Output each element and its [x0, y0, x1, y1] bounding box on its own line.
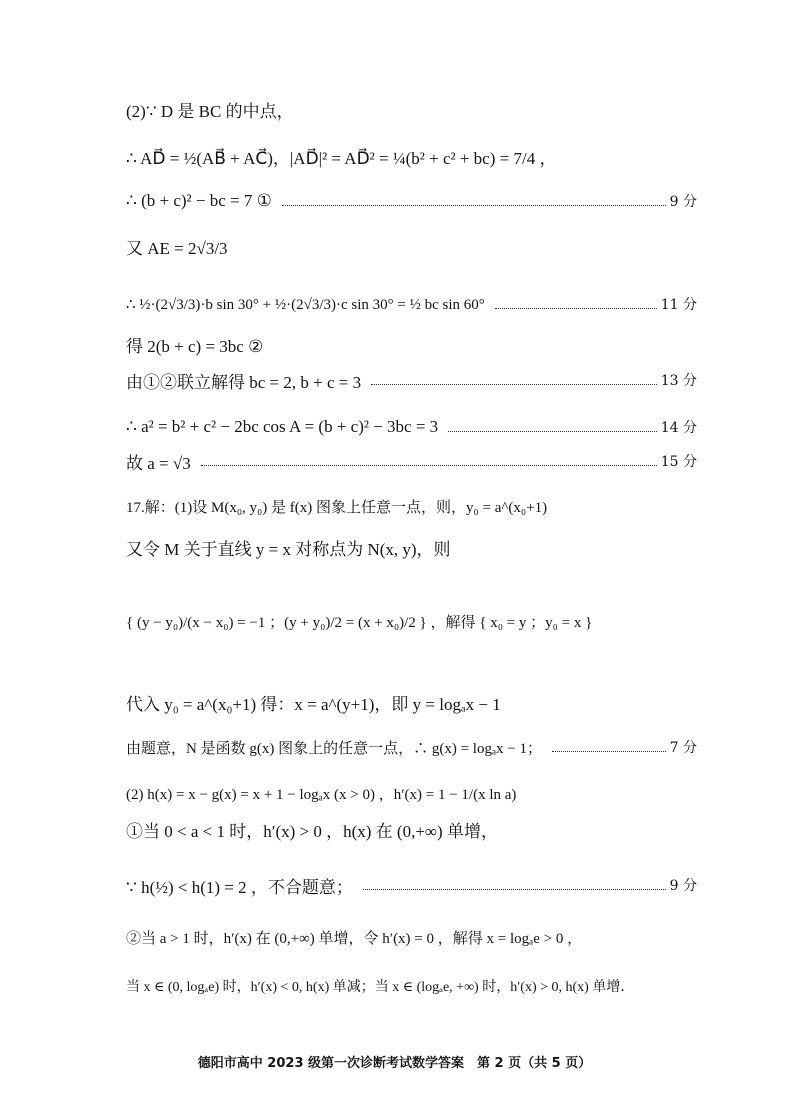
dot-leader	[371, 384, 657, 385]
line-6	[126, 330, 697, 358]
score-label: 7 分	[669, 740, 697, 756]
line-11	[126, 533, 697, 561]
line-16	[126, 815, 697, 843]
line-4-text: 又 AE = 2√3/3	[126, 238, 228, 258]
line-13-text: 代入 y₀ = a^(x₀+1) 得：x = a^(y+1)，即 y = logₐx − 1	[126, 694, 501, 714]
dot-leader	[201, 465, 657, 466]
dot-leader	[448, 431, 657, 432]
line-18	[126, 922, 697, 952]
line-3	[126, 187, 697, 215]
line-6-text: 得 2(b + c) = 3bc ②	[126, 336, 264, 356]
line-17-text: ∵ h(½) < h(1) = 2 ，不合题意；	[126, 877, 353, 897]
line-14	[126, 733, 697, 761]
line-15	[126, 771, 697, 815]
line-2	[126, 136, 697, 176]
line-7	[126, 366, 697, 394]
line-9	[126, 447, 697, 475]
line-18-text: ②当 a > 1 时，h′(x) 在 (0,+∞) 单增，令 h′(x) = 0 ，解得 x = logₐe > 0 ，	[126, 930, 583, 947]
dot-leader	[282, 205, 666, 206]
line-5	[126, 284, 697, 324]
line-12	[126, 575, 697, 667]
score-label: 14 分	[660, 420, 697, 436]
dot-leader	[363, 889, 666, 890]
line-4	[126, 226, 697, 266]
page-footer: 德阳市高中 2023 级第一次诊断考试数学答案 第 2 页（共 5 页）	[197, 1056, 592, 1071]
line-10	[126, 492, 697, 520]
line-8-text: ∴ a² = b² + c² − 2bc cos A = (b + c)² − 3bc = 3	[126, 417, 439, 436]
line-10-text: 17.解：(1)设 M(x₀, y₀) 是 f(x) 图象上任意一点，则，y₀ = a^(x₀+1)	[126, 499, 548, 516]
dot-leader	[552, 751, 666, 752]
line-19	[126, 971, 697, 1001]
line-3-text: ∴ (b + c)² − bc = 7 ①	[126, 191, 272, 210]
line-13	[126, 688, 697, 716]
line-15-text: (2) h(x) = x − g(x) = x + 1 − logₐx (x > 0) ，h′(x) = 1 − 1/(x ln a)	[126, 786, 517, 803]
score-label: 11 分	[660, 297, 697, 313]
line-9-text: 故 a = √3	[126, 453, 191, 473]
score-label: 9 分	[669, 878, 697, 894]
dot-leader	[495, 308, 657, 309]
line-12-text: { (y − y₀)/(x − x₀) = −1 ；(y + y₀)/2 = (x + x₀)/2 } ，解得 { x₀ = y ；y₀ = x }	[126, 614, 593, 631]
score-label: 13 分	[660, 373, 697, 389]
line-17	[126, 863, 697, 907]
line-1	[126, 96, 697, 122]
line-1-text: (2)∵ D 是 BC 的中点，	[126, 101, 294, 121]
line-5-text: ∴ ½·(2√3/3)·b sin 30° + ½·(2√3/3)·c sin 30° = ½ bc sin 60°	[126, 296, 485, 313]
score-label: 9 分	[669, 194, 697, 210]
line-2-text: ∴ AD⃗ = ½(AB⃗ + AC⃗)，|AD⃗|² = AD⃗² = ¼(b² + c² + bc) = 7/4 ，	[126, 148, 557, 168]
line-16-text: ①当 0 < a < 1 时，h′(x) > 0 ，h(x) 在 (0,+∞) 单增，	[126, 821, 498, 841]
line-11-text: 又令 M 关于直线 y = x 对称点为 N(x, y)，则	[126, 539, 451, 559]
score-label: 15 分	[660, 454, 697, 470]
line-8	[126, 413, 697, 441]
line-19-text: 当 x ∈ (0, logₐe) 时，h′(x) < 0, h(x) 单减；当 x ∈ (logₐe, +∞) 时，h′(x) > 0, h(x) 单增．	[126, 980, 635, 995]
line-7-text: 由①②联立解得 bc = 2, b + c = 3	[126, 372, 362, 392]
line-14-text: 由题意，N 是函数 g(x) 图象上的任意一点，∴ g(x) = logₐx − 1；	[126, 740, 543, 757]
